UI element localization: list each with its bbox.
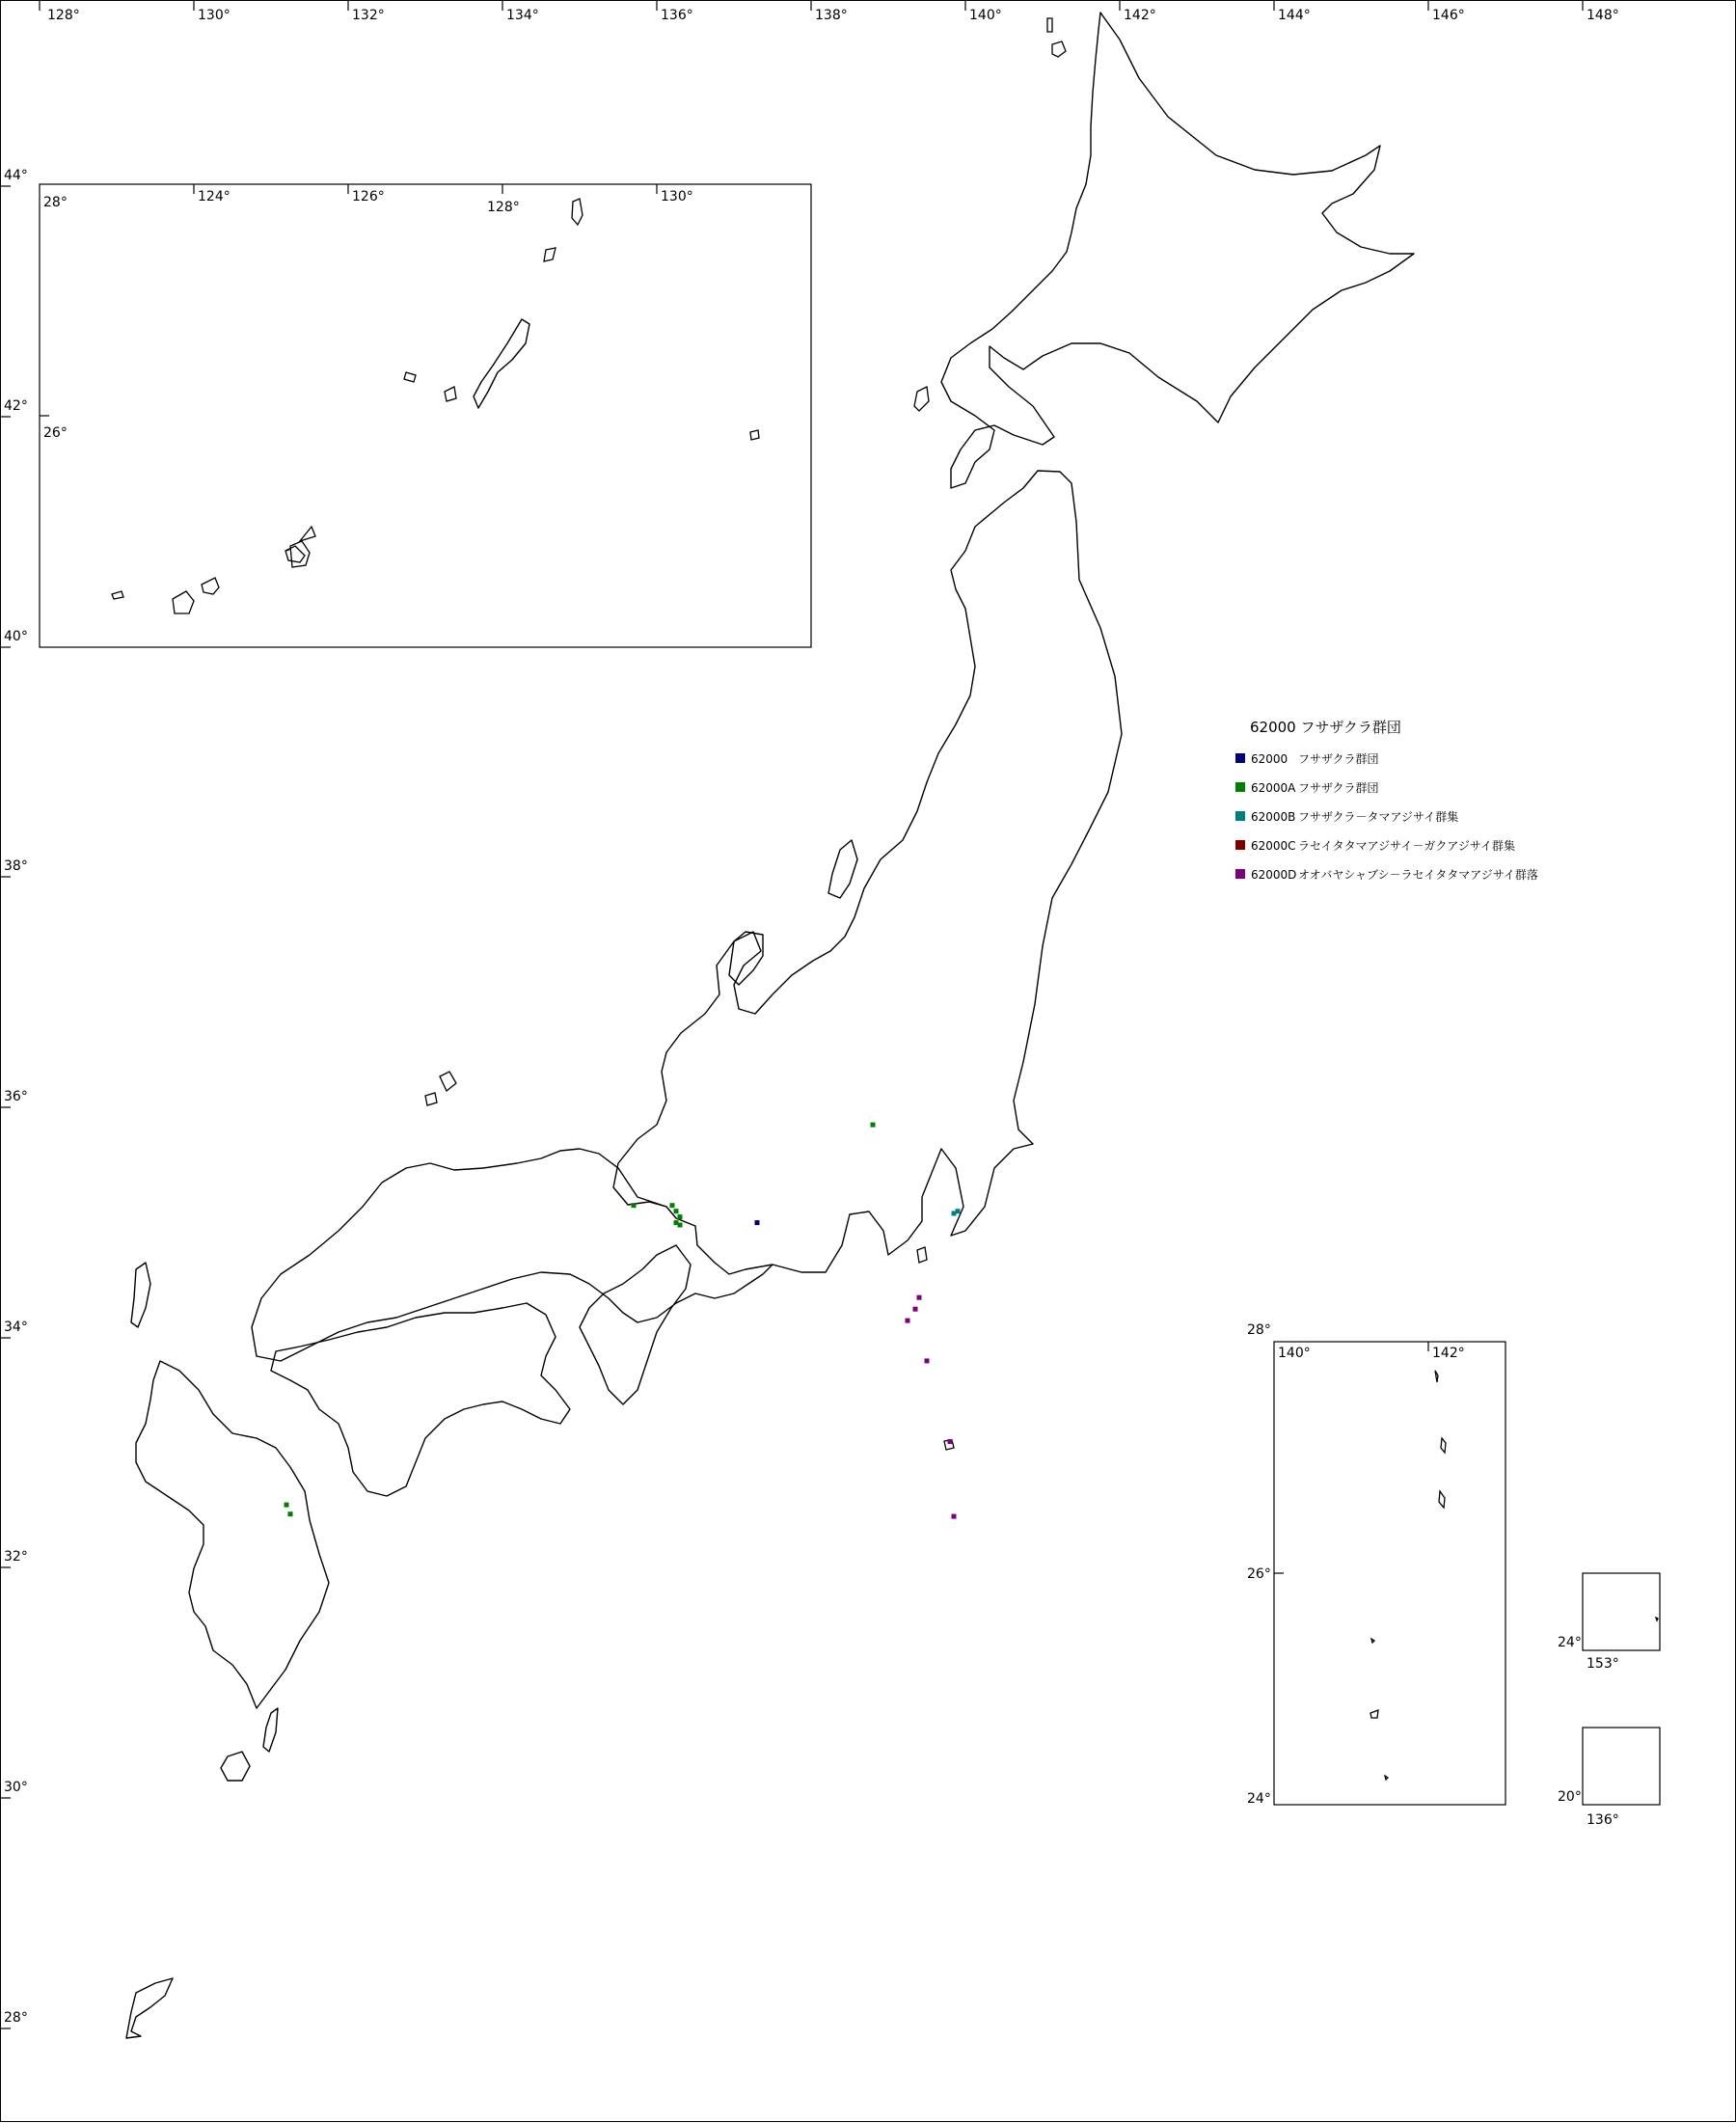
lon-label: 128°	[47, 8, 80, 23]
noto-peninsula	[729, 932, 763, 985]
lon-label: 148°	[1587, 8, 1619, 23]
legend-name: オオバヤシャブシ－ラセイタタマアジサイ群落	[1298, 868, 1538, 882]
lat-label: 28°	[4, 2010, 28, 2026]
legend	[1235, 719, 1538, 882]
sado-island	[828, 840, 857, 898]
ogasawara-lat-label: 26°	[1247, 1566, 1271, 1582]
legend-swatch	[1235, 782, 1245, 792]
legend-name: ラセイタタマアジサイ－ガクアジサイ群集	[1298, 839, 1516, 853]
ogasawara-lat-label: 24°	[1247, 1791, 1271, 1807]
ogasawara-top-label: 28°	[1247, 1322, 1271, 1338]
small-island	[1047, 18, 1052, 32]
lat-label: 40°	[4, 629, 28, 644]
minamitorishima-island	[1656, 1618, 1658, 1620]
legend-code: 62000C	[1251, 839, 1296, 853]
ogasawara-lon-label: 140°	[1278, 1346, 1311, 1361]
yakushima-island	[221, 1752, 250, 1781]
lon-label: 132°	[352, 8, 385, 23]
lon-axis	[40, 1, 1619, 23]
occurrence-marker	[288, 1511, 293, 1516]
tanegashima-island	[263, 1708, 278, 1752]
ryukyu-lon-label: 126°	[352, 189, 385, 204]
occurrence-marker	[906, 1319, 910, 1323]
ryukyu-inset	[40, 184, 811, 647]
legend-title: 62000 フサザクラ群団	[1250, 719, 1401, 736]
legend-item	[1235, 867, 1538, 882]
lon-label: 130°	[198, 8, 231, 23]
lon-label: 134°	[506, 8, 539, 23]
occurrence-marker	[755, 1220, 760, 1225]
occurrence-marker	[670, 1203, 675, 1208]
shikoku-coast	[271, 1303, 570, 1496]
occurrence-marker	[917, 1295, 922, 1300]
lat-label: 38°	[4, 858, 28, 874]
small-island	[1052, 41, 1066, 57]
oki-islands	[425, 1072, 456, 1105]
lon-label: 138°	[815, 8, 848, 23]
minamitori-lat-label: 24°	[1558, 1635, 1582, 1650]
vegetation-distribution-map	[1, 1, 1736, 2123]
legend-item	[1235, 809, 1458, 824]
hokkaido-coast	[941, 13, 1414, 488]
ryukyu-lon-label: 130°	[661, 189, 693, 204]
minamitori-lon-label: 153°	[1587, 1656, 1619, 1672]
occurrence-marker	[956, 1209, 961, 1213]
occurrence-marker	[674, 1209, 679, 1213]
lon-label: 136°	[661, 8, 693, 23]
occurrence-markers	[285, 1123, 961, 1519]
lon-label: 146°	[1432, 8, 1465, 23]
tsushima-island	[131, 1263, 150, 1327]
lon-label: 140°	[969, 8, 1002, 23]
occurrence-marker	[925, 1358, 930, 1363]
small-island	[914, 387, 929, 411]
legend-name: フサザクラ群団	[1298, 752, 1379, 766]
ogasawara-inset	[1247, 1322, 1505, 1807]
kii-coast	[580, 1245, 691, 1404]
ryukyu-lat-label: 26°	[43, 425, 68, 441]
ogasawara-inset-frame	[1274, 1342, 1505, 1805]
minamitorishima-inset-frame	[1583, 1573, 1660, 1650]
lat-label: 32°	[4, 1549, 28, 1565]
occurrence-marker	[913, 1307, 918, 1312]
occurrence-marker	[871, 1123, 876, 1128]
legend-swatch	[1235, 753, 1245, 763]
lon-label: 142°	[1124, 8, 1156, 23]
ryukyu-inset-frame	[40, 184, 811, 647]
lat-label: 30°	[4, 1780, 28, 1795]
amami-island	[126, 1978, 173, 2038]
legend-name: フサザクラ群団	[1298, 781, 1379, 795]
occurrence-marker	[678, 1223, 683, 1228]
ryukyu-corner-label: 28°	[43, 195, 68, 210]
ogasawara-lon-label: 142°	[1432, 1346, 1465, 1361]
legend-item	[1235, 838, 1515, 853]
legend-swatch	[1235, 811, 1245, 821]
legend-swatch	[1235, 869, 1245, 879]
izu-oshima	[917, 1247, 927, 1263]
legend-swatch	[1235, 840, 1245, 850]
lat-label: 34°	[4, 1320, 28, 1335]
legend-code: 62000A	[1251, 781, 1296, 795]
occurrence-marker	[678, 1214, 683, 1219]
lat-label: 42°	[4, 398, 28, 414]
occurrence-marker	[632, 1203, 637, 1208]
occurrence-marker	[285, 1503, 289, 1508]
legend-code: 62000	[1251, 752, 1288, 766]
legend-code: 62000D	[1251, 868, 1297, 882]
okinotorishima-inset	[1558, 1728, 1660, 1828]
legend-item	[1235, 781, 1379, 795]
western-honshu-coast	[252, 1149, 773, 1361]
ryukyu-lon-label: 128°	[487, 200, 520, 215]
lon-label: 144°	[1278, 8, 1311, 23]
okinotorishima-inset-frame	[1583, 1728, 1660, 1805]
minamitorishima-inset	[1558, 1573, 1660, 1672]
occurrence-marker	[952, 1514, 957, 1519]
okinotori-lon-label: 136°	[1587, 1812, 1619, 1828]
lat-label: 36°	[4, 1089, 28, 1104]
occurrence-marker	[948, 1439, 953, 1444]
legend-name: フサザクラ－タマアジサイ群集	[1298, 810, 1459, 824]
okinotori-lat-label: 20°	[1558, 1789, 1582, 1805]
lat-label: 44°	[4, 168, 28, 183]
lat-axis	[1, 168, 28, 2028]
legend-item	[1235, 752, 1379, 766]
kyushu-coast	[136, 1361, 329, 1708]
legend-code: 62000B	[1251, 810, 1296, 824]
ryukyu-lon-label: 124°	[198, 189, 231, 204]
